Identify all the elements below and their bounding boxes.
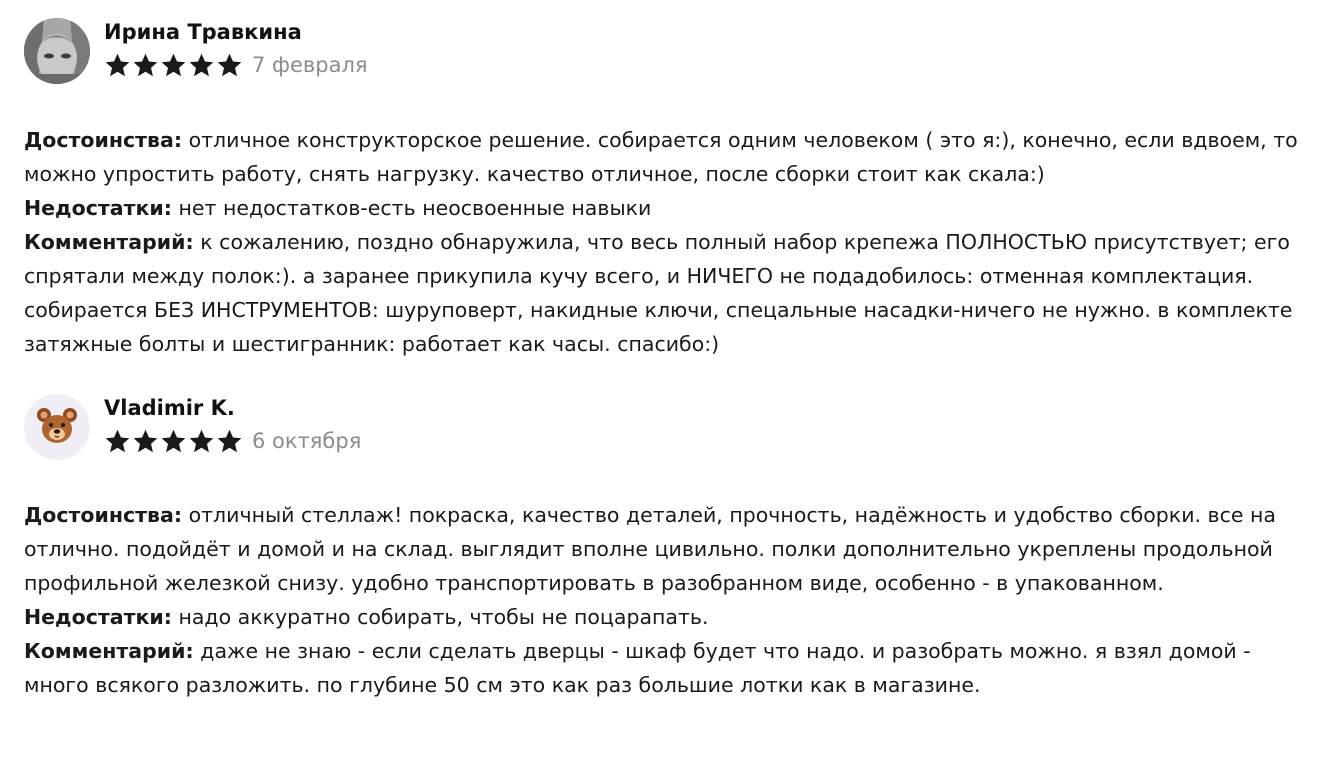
cons-label: Недостатки: xyxy=(24,196,172,220)
star-icon xyxy=(160,428,187,455)
cons-text: нет недостатков-есть неосвоенные навыки xyxy=(178,196,652,220)
pros-section xyxy=(24,498,1314,600)
review-card xyxy=(24,18,1314,356)
star-icon xyxy=(188,428,215,455)
author-name[interactable]: Ирина Травкина xyxy=(104,20,302,44)
star-icon xyxy=(132,52,159,79)
star-icon xyxy=(104,428,131,455)
comment-label: Комментарий: xyxy=(24,230,194,254)
author-name[interactable]: Vladimir K. xyxy=(104,396,235,420)
star-icon xyxy=(132,428,159,455)
rating-stars xyxy=(104,428,244,455)
review-body xyxy=(24,123,1314,361)
comment-section xyxy=(24,634,1314,702)
cons-section xyxy=(24,191,1314,225)
star-icon xyxy=(160,52,187,79)
cons-section xyxy=(24,600,1314,634)
pros-text: отличный стеллаж! покраска, качество деталей, прочность, надёжность и удобство сборки. все на отлично. подойдёт и домой и на склад. выглядит вполне цивильно. полки дополнительно укреплены продольной профильной железкой снизу. удобно транспортировать в разобранном виде, особенно - в упакованном. xyxy=(24,503,1276,595)
star-icon xyxy=(188,52,215,79)
review-meta xyxy=(104,426,361,456)
user-photo-icon xyxy=(24,18,90,84)
star-icon xyxy=(216,52,243,79)
pros-label: Достоинства: xyxy=(24,503,183,527)
pros-text: отличное конструкторское решение. собирается одним человеком ( это я:), конечно, если вдвоем, то можно упростить работу, снять нагрузку. качество отличное, после сборки стоит как скала:) xyxy=(24,128,1298,186)
comment-section xyxy=(24,225,1314,361)
star-icon xyxy=(216,428,243,455)
review-card xyxy=(24,394,1314,697)
bear-face-icon xyxy=(24,394,90,460)
review-header xyxy=(24,394,1314,460)
review-meta xyxy=(104,50,368,80)
cons-text: надо аккуратно собирать, чтобы не поцарапать. xyxy=(178,605,709,629)
review-date: 6 октября xyxy=(252,429,362,453)
star-icon xyxy=(104,52,131,79)
comment-text: к сожалению, поздно обнаружила, что весь полный набор крепежа ПОЛНОСТЬЮ присутствует; его спрятали между полок:). а заранее прикупила кучу всего, и НИЧЕГО не подадобилось: отменная комплектация. собирается БЕЗ ИНСТРУМЕНТОВ: шуруповерт, накидные ключи, спецальные насадки-ничего не нужно. в комплекте затяжные болты и шестигранник: работает как часы. спасибо:) xyxy=(24,230,1293,356)
review-header xyxy=(24,18,1314,84)
avatar[interactable] xyxy=(24,394,90,460)
avatar[interactable] xyxy=(24,18,90,84)
cons-label: Недостатки: xyxy=(24,605,172,629)
comment-label: Комментарий: xyxy=(24,639,194,663)
pros-section xyxy=(24,123,1314,191)
rating-stars xyxy=(104,52,244,79)
pros-label: Достоинства: xyxy=(24,128,183,152)
comment-text: даже не знаю - если сделать дверцы - шкаф будет что надо. и разобрать можно. я взял домой - много всякого разложить. по глубине 50 см это как раз большие лотки как в магазине. xyxy=(24,639,1251,697)
review-date: 7 февраля xyxy=(252,53,368,77)
review-body xyxy=(24,498,1314,702)
